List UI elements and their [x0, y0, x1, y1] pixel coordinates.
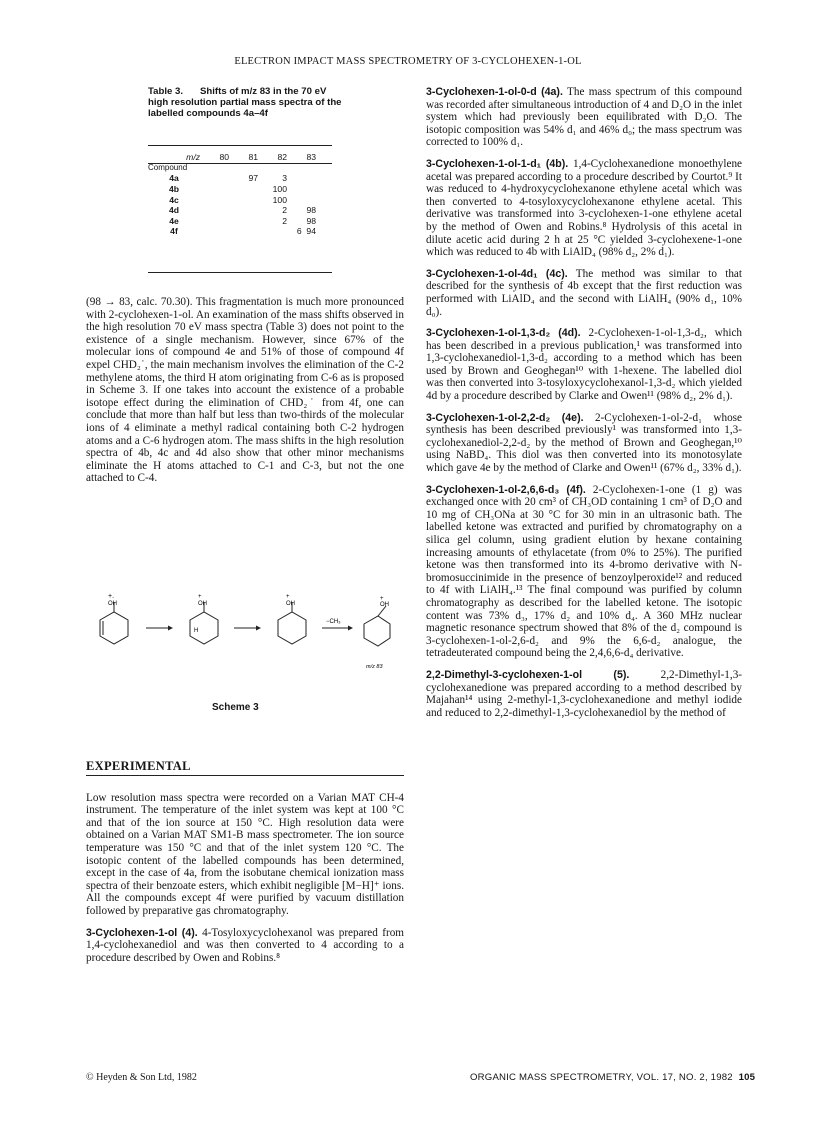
table3-col-82: 82 — [277, 152, 287, 163]
subsection-head: 2,2-Dimethyl-3-cyclohexen-1-ol (5). — [426, 668, 630, 681]
table3-compound: 4e — [169, 215, 179, 226]
table3 — [148, 152, 316, 237]
oh-label: OH — [198, 601, 207, 607]
body-paragraph — [426, 327, 742, 403]
table3-cell — [258, 226, 287, 237]
table3-cell — [200, 194, 229, 205]
table3-cell — [287, 173, 316, 184]
subsection-text: 4-Tosyloxycyclohexanol was prepared from 1,4-cyclohexanediol and was then converted to 4 according to a procedure described by Owen and Robins.⁸ — [86, 926, 405, 964]
oh-label: +. — [108, 593, 115, 600]
table3-cell — [229, 226, 258, 237]
table3-cell — [287, 184, 316, 195]
body-paragraph — [426, 484, 742, 660]
table-row — [148, 184, 316, 195]
table3-cell — [229, 205, 258, 216]
journal-citation: ORGANIC MASS SPECTROMETRY, VOL. 17, NO. 2, 1982 — [470, 1072, 733, 1083]
intermediate-structure-2 — [278, 602, 306, 644]
table3-mz-label: m/z — [186, 152, 200, 163]
table-row — [148, 194, 316, 205]
section-rule — [86, 775, 404, 776]
table3-cell — [200, 205, 229, 216]
oh-label: OH — [380, 602, 389, 608]
right-column — [426, 86, 742, 719]
section-heading: EXPERIMENTAL — [86, 759, 191, 773]
copyright-footer: © Heyden & Son Ltd, 1982 — [86, 1072, 197, 1083]
table3-cell: 98 — [306, 215, 316, 226]
subsection-text: 2-Cyclohexen-1-one (1 g) was exchanged once with 20 cm³ of CH₃OD containing 1 cm³ of D₂O and 10 mg of CH₃ONa at 30 °C for 30 min in an ultrasonic bath. The labelled ketone was extracted and purified by chromatography on a silica gel column, using gradient elution by hexane containing increasing amounts of ethylacetate (from 0% to 25%). The purified ketone was then transformed into its 4-bromo derivative with N-bromosuccinimide in the presence of benzoylperoxide¹² and reduced to 4f with LiAlH₄.¹³ The final compound was purified by column chromatography as described for the labelled ketone. The isotopic content was 73% d₃, 17% d₂ and 10% d₄. A 360 MHz nuclear magnetic resonance spectrum showed that 8% of the d₂ compound is 3-cyclohexen-1-ol-2,6-d₂ and 9% the 6,6-d₂ analogue, the tetradeuterated compound being the 2,4,6,6-d₄ derivative. — [426, 483, 742, 660]
oh-label: + — [198, 594, 202, 600]
table3-cell — [200, 184, 229, 195]
page-number: 105 — [738, 1072, 756, 1083]
body-paragraph — [426, 669, 742, 719]
arrow-head — [168, 626, 173, 631]
table3-caption-text: Shifts of m/z 83 in the 70 eV high resolution partial mass spectra of the labelled compounds 4a–4f — [148, 86, 342, 119]
table3-compound: 4d — [168, 205, 180, 216]
table3-cell: 2 — [282, 205, 287, 216]
oh-label: OH — [108, 601, 117, 607]
body-paragraph — [86, 927, 404, 965]
subsection-head: 3-Cyclohexen-1-ol-2,6,6-d₃ (4f). — [426, 483, 586, 496]
table3-caption — [148, 86, 348, 119]
table3-compound: 4a — [169, 173, 179, 184]
table3-cell — [229, 194, 258, 205]
mz-label: m/z 83 — [366, 664, 383, 670]
table3-rowheader-row — [148, 163, 316, 174]
subsection-head: 3-Cyclohexen-1-ol-0-d (4a). — [426, 86, 563, 98]
subsection-text: The mass spectrum of this compound was recorded after simultaneous introduction of 4 and D₂O in the inlet system which had previously been equilibrated with D₂O. The isotopic composition was 54% d₁ and 46% d₀; the mass spectrum was corrected to 100% d₁. — [426, 86, 742, 149]
subsection-head: 3-Cyclohexen-1-ol-1,3-d₂ (4d). — [426, 327, 581, 340]
subsection-head: 3-Cyclohexen-1-ol-1-d₁ (4b). — [426, 157, 569, 170]
oh-label: + — [286, 594, 290, 600]
scheme-3-diagram — [86, 588, 404, 698]
table3-cell — [200, 216, 229, 227]
subsection-text: 2-Cyclohexen-1-ol-1,3-d₂, which has been described in a previous publication,¹ was transformed into 1,3-cyclohexanediol-1,3-d₂ according to a method which has been used by Brown and Geoghegan¹⁰ with 1-hexene. The labelled diol was then converted into 3-tosyloxycyclohexanol-1,3-d₂ which yielded 4d by a procedure described by Clarke and Owen¹¹ (98% d₂, 2% d₁). — [426, 327, 743, 403]
table3-cell — [229, 184, 258, 195]
table3-row-header: Compound — [148, 163, 188, 173]
subsection-head: 3-Cyclohexen-1-ol-4d₁ (4c). — [426, 267, 568, 280]
table3-cell: 97 — [248, 173, 258, 184]
journal-footer — [470, 1072, 755, 1083]
table-row — [148, 173, 316, 184]
subsection-text: 1,4-Cyclohexanedione monoethylene acetal was prepared according to a procedure described by Courtot.⁹ It was reduced to 4-hydroxycyclohexanone ethylene acetal which was then converted to 4-tosyloxycyclohexanone ethylene acetal. This derivative was transformed into 3-cyclohexen-1-one ethylene acetal by the method of Owen and Robins.⁸ Hydrolysis of this acetal in dilute acetic acid during 2 h at 25 °C yielded 3-cyclohexene-1-one which was reduced to 4b with LiAlD₄ (98% d₂, 2% d₁). — [426, 157, 743, 259]
body-paragraph — [426, 268, 742, 318]
table-row — [148, 205, 316, 216]
running-header: ELECTRON IMPACT MASS SPECTROMETRY OF 3-CYCLOHEXEN-1-OL — [234, 56, 582, 67]
h-label: H — [194, 628, 199, 634]
table3-compound: 4c — [169, 194, 179, 205]
table3-col-81: 81 — [248, 152, 258, 163]
oh-label: + — [380, 596, 384, 602]
subsection-text: 2-Cyclohexen-1-ol-2-d₁ whose synthesis has been described previously¹ was transformed into 1,3-cyclohexanediol-2,2-d₂ by the method of Brown and Geoghegan,¹⁰ using NaBD₄. This diol was then converted into its monotosylate which gave 4e by the method of Clarke and Owen¹¹ (67% d₂, 33% d₁). — [426, 411, 742, 475]
table3-cell: 3 — [282, 173, 287, 184]
scheme-caption: Scheme 3 — [212, 702, 259, 713]
table3-bottom-rule — [148, 272, 332, 273]
table3-cell: 100 — [272, 184, 287, 195]
subsection-head: 3-Cyclohexen-1-ol (4). — [86, 926, 198, 939]
product-ion-structure — [364, 606, 390, 646]
table3-cell — [287, 194, 316, 205]
table3-top-rule — [148, 145, 332, 146]
table3-compound: 4b — [168, 184, 180, 195]
body-paragraph: Low resolution mass spectra were recorded on a Varian MAT CH-4 instrument. The temperature of the inlet system was kept at 100 °C and that of the ion source at 150 °C. High resolution data were obtained on a Varian MAT SM1-B mass spectrometer. The ion source temperature was 150 °C and that of the inlet system 120 °C. The isotopic content of the labelled compounds has been determined, except in the case of 4a, from the isobutane chemical ionization mass spectra of their benzoate esters, which exhibit negligible [M−H]⁺ ions. All the compounds except 4f were purified by vacuum distillation followed by preparative gas chromatography. — [86, 791, 404, 917]
oh-label: OH — [286, 601, 295, 607]
table3-cell — [229, 216, 258, 227]
table3-cell: 2 — [282, 215, 287, 226]
table3-cell — [200, 173, 229, 184]
table3-cell — [200, 226, 229, 237]
loss-label: −CH₃ — [326, 619, 341, 625]
table-row — [148, 226, 316, 237]
table3-label: Table 3. — [148, 86, 184, 97]
arrow-head — [256, 626, 261, 631]
left-column-lower — [86, 760, 404, 964]
table-row — [148, 216, 316, 227]
table3-header-row — [148, 152, 316, 163]
arrow-head — [348, 626, 353, 631]
body-paragraph: (98 → 83, calc. 70.30). This fragmentation is much more pronounced with 2-cyclohexen-1-ol. An examination of the mass shifts observed in the high resolution 70 eV mass spectra (Table 3) does not point to the existence of a single mechanism. However, since 67% of the molecular ions of compound 4e and 51% of those of compound 4f expel CHD₂˙, the main mechanism involves the elimination of the C-2 methylene atoms, the third H atom originating from C-6 as is proposed in Scheme 3. If one takes into account the existence of a probable isotope effect during the elimination of CHD₂˙ from 4f, one can conclude that more than half but less than two-thirds of the molecular ions of 4 eliminate a methyl radical containing both C-2 hydrogen atoms and a C-6 hydrogen atom. The mass shifts in the high resolution spectra of 4b, 4c and 4d also show that other minor mechanisms eliminate the H atoms attached to C-1 and C-3, but not the one attached to C-4. — [86, 296, 404, 485]
table3-cell: 6 94 — [296, 226, 316, 237]
body-paragraph — [426, 412, 742, 475]
table3-compound: 4f — [170, 226, 178, 237]
body-paragraph — [426, 86, 742, 149]
body-paragraph — [426, 158, 742, 259]
cyclohexenol-structure — [100, 602, 128, 644]
table3-col-83: 83 — [306, 152, 316, 163]
intermediate-structure-1 — [190, 602, 218, 644]
table3-cell: 98 — [306, 205, 316, 216]
table3-cell: 100 — [272, 194, 287, 205]
subsection-text: 2,2-Dimethyl-1,3-cyclohexanedione was prepared according to a method described by Majahan¹⁴ using 2-methyl-1,3-cyclohexanedione and methyl iodide and reduced to 2,2-dimethyl-1,3-cyclohexanediol by the method of — [426, 668, 743, 719]
left-column-upper — [86, 296, 404, 485]
subsection-text: The method was similar to that described for the synthesis of 4b except that the first reduction was performed with LiAlD₄ and the second with LiAlH₄ (90% d₁, 10% d₀). — [426, 267, 742, 318]
subsection-head: 3-Cyclohexen-1-ol-2,2-d₂ (4e). — [426, 411, 584, 424]
table3-col-80: 80 — [219, 152, 229, 163]
